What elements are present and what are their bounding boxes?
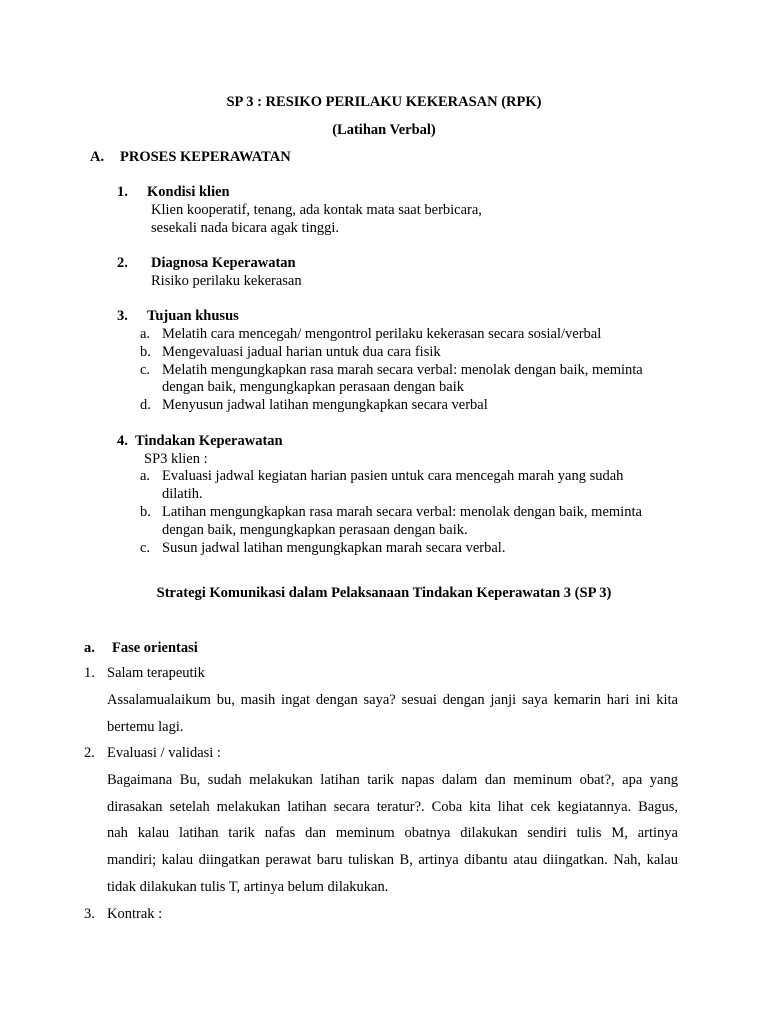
paragraph-line: dirasakan setelah melakukan latihan secara teratur?. Coba kita lihat cek kegiatannya. Bagus, — [107, 799, 678, 815]
phase-item-number: 3. — [84, 906, 95, 922]
phase-heading: Fase orientasi — [112, 640, 198, 656]
item-1-heading: Kondisi klien — [147, 184, 230, 200]
paragraph-line: mandiri; kalau diingatkan perawat baru tuliskan B, artinya dibantu atau diingatkan. Nah, kalau — [107, 852, 678, 868]
item-4-number: 4. — [117, 433, 128, 449]
list-marker: c. — [140, 540, 151, 556]
item-2-text-line: Risiko perilaku kekerasan — [151, 273, 302, 289]
item-3-heading: Tujuan khusus — [147, 308, 239, 324]
item-2-number: 2. — [117, 255, 128, 271]
document-title: SP 3 : RESIKO PERILAKU KEKERASAN (RPK) — [226, 94, 542, 110]
paragraph-line: nah kalau latihan tarik nafas dan meminum obatnya dilakukan sendiri tulis M, artinya — [107, 825, 678, 841]
list-item-line: dengan baik, mengungkapkan perasaan dengan baik — [162, 379, 464, 395]
list-item-line: Susun jadwal latihan mengungkapkan marah secara verbal. — [162, 540, 506, 556]
item-3-number: 3. — [117, 308, 128, 324]
list-marker: d. — [140, 397, 151, 413]
item-4-heading: Tindakan Keperawatan — [135, 433, 283, 449]
item-2-heading: Diagnosa Keperawatan — [151, 255, 296, 271]
phase-item-number: 2. — [84, 745, 95, 761]
list-item-line: Mengevaluasi jadual harian untuk dua cara fisik — [162, 344, 441, 360]
list-item-line: Melatih mengungkapkan rasa marah secara verbal: menolak dengan baik, meminta — [162, 362, 643, 378]
section-a-heading: PROSES KEPERAWATAN — [120, 149, 291, 165]
phase-item-label: Evaluasi / validasi : — [107, 745, 221, 761]
phase-item-number: 1. — [84, 665, 95, 681]
list-marker: b. — [140, 344, 151, 360]
phase-marker: a. — [84, 640, 95, 656]
paragraph-line: tidak dilakukan tulis T, artinya belum dilakukan. — [107, 879, 389, 895]
list-marker: a. — [140, 326, 151, 342]
item-1-text-line: sesekali nada bicara agak tinggi. — [151, 220, 340, 236]
item-4-intro: SP3 klien : — [144, 451, 208, 467]
list-item-line: Melatih cara mencegah/ mengontrol perilaku kekerasan secara sosial/verbal — [162, 326, 602, 342]
phase-item-label: Kontrak : — [107, 906, 163, 922]
list-item-line: Menyusun jadwal latihan mengungkapkan secara verbal — [162, 397, 488, 413]
list-marker: c. — [140, 362, 151, 378]
phase-item-label: Salam terapeutik — [107, 665, 205, 681]
list-item-line: Evaluasi jadwal kegiatan harian pasien untuk cara mencegah marah yang sudah — [162, 468, 624, 484]
paragraph-line: Bagaimana Bu, sudah melakukan latihan tarik napas dalam dan meminum obat?, apa yang — [107, 772, 678, 788]
item-1-text-line: Klien kooperatif, tenang, ada kontak mata saat berbicara, — [151, 202, 482, 218]
list-marker: a. — [140, 468, 151, 484]
document-subtitle: (Latihan Verbal) — [332, 122, 436, 138]
paragraph-line: bertemu lagi. — [107, 719, 184, 735]
strategy-heading: Strategi Komunikasi dalam Pelaksanaan Tindakan Keperawatan 3 (SP 3) — [156, 585, 612, 601]
list-marker: b. — [140, 504, 151, 520]
list-item-line: Latihan mengungkapkan rasa marah secara verbal: menolak dengan baik, meminta — [162, 504, 642, 520]
item-1-number: 1. — [117, 184, 128, 200]
list-item-line: dengan baik, mengungkapkan perasaan dengan baik. — [162, 522, 468, 538]
paragraph-line: Assalamualaikum bu, masih ingat dengan saya? sesuai dengan janji saya kemarin hari ini kita — [107, 692, 678, 708]
list-item-line: dilatih. — [162, 486, 203, 502]
section-a-marker: A. — [90, 149, 105, 165]
